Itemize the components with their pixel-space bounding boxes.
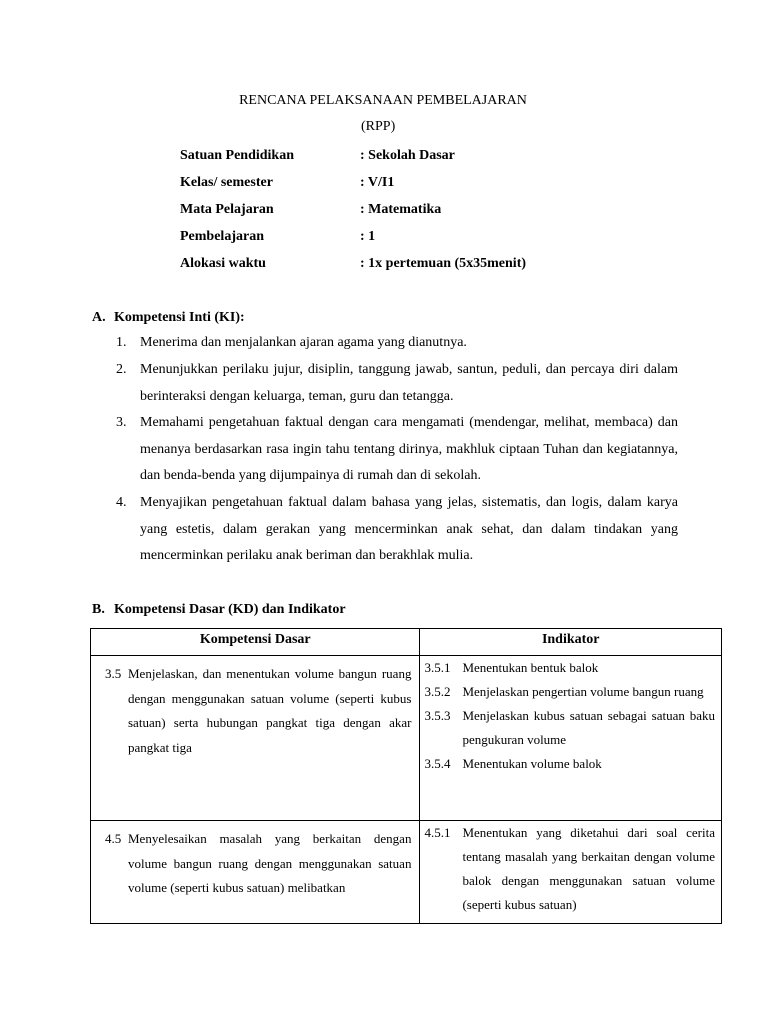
identity-row <box>180 202 700 220</box>
column-header-kd: Kompetensi Dasar <box>91 629 420 656</box>
indicator-cell <box>420 656 722 821</box>
column-header-indicator: Indikator <box>420 629 722 656</box>
identity-label: Pembelajaran <box>180 229 264 244</box>
indicator-item <box>420 680 721 704</box>
kd-indicator-table <box>90 628 722 924</box>
kd-cell <box>91 821 420 924</box>
identity-label: Mata Pelajaran <box>180 202 274 217</box>
document-subtitle: (RPP) <box>361 119 396 134</box>
identity-row <box>180 229 700 247</box>
indicator-text: Menentukan volume balok <box>462 756 602 771</box>
identity-value: : 1x pertemuan (5x35menit) <box>360 256 527 271</box>
kd-entry <box>91 662 419 760</box>
indicator-text: Menentukan yang diketahui dari soal cerita tentang masalah yang berkaitan dengan volume balok dengan menggunakan satuan volume (seperti kubus satuan) <box>462 825 715 912</box>
kd-entry <box>91 827 419 901</box>
section-a-heading <box>92 310 245 326</box>
identity-row <box>180 175 700 193</box>
indicator-item <box>420 821 721 917</box>
identity-label: Kelas/ semester <box>180 175 273 190</box>
identity-value: : V/I1 <box>360 175 395 190</box>
list-text: Menunjukkan perilaku jujur, disiplin, tanggung jawab, santun, peduli, dan percaya diri dalam berinteraksi dengan keluarga, teman, guru dan tetangga. <box>140 362 678 404</box>
identity-label: Satuan Pendidikan <box>180 148 294 163</box>
list-number: 4. <box>116 495 127 510</box>
indicator-item <box>420 656 721 680</box>
indicator-number: 3.5.4 <box>424 756 451 771</box>
section-b-heading <box>92 602 346 618</box>
identity-value: : Sekolah Dasar <box>360 148 455 163</box>
indicator-number: 3.5.1 <box>424 660 451 675</box>
list-number: 1. <box>116 335 127 350</box>
list-number: 3. <box>116 415 127 430</box>
indicator-item <box>420 752 721 776</box>
indicator-cell <box>420 821 722 924</box>
indicator-number: 4.5.1 <box>424 825 451 840</box>
kd-number: 4.5 <box>105 831 122 846</box>
kd-cell <box>91 656 420 821</box>
identity-label: Alokasi waktu <box>180 256 266 271</box>
table-header-row <box>91 629 722 656</box>
indicator-number: 3.5.2 <box>424 684 451 699</box>
section-letter: B. <box>92 602 105 617</box>
list-text: Memahami pengetahuan faktual dengan cara mengamati (mendengar, melihat, membaca) dan menanya berdasarkan rasa ingin tahu tentang dirinya, makhluk ciptaan Tuhan dan kegiatannya, dan benda-benda yang dijumpainya di rumah dan di sekolah. <box>140 415 678 483</box>
identity-row <box>180 256 700 274</box>
kd-text: Menjelaskan, dan menentukan volume bangun ruang dengan menggunakan satuan volume (seperti kubus satuan) serta hubungan pangkat tiga dengan akar pangkat tiga <box>128 666 412 755</box>
indicator-number: 3.5.3 <box>424 708 451 723</box>
identity-value: : 1 <box>360 229 376 244</box>
section-letter: A. <box>92 310 106 325</box>
section-title: Kompetensi Dasar (KD) dan Indikator <box>114 602 346 617</box>
kd-number: 3.5 <box>105 666 122 681</box>
indicator-item <box>420 704 721 752</box>
kd-text: Menyelesaikan masalah yang berkaitan dengan volume bangun ruang dengan menggunakan satuan volume (seperti kubus satuan) melibatkan <box>128 831 412 895</box>
table-row <box>91 656 722 821</box>
section-title: Kompetensi Inti (KI): <box>114 310 245 325</box>
indicator-text: Menjelaskan pengertian volume bangun ruang <box>462 684 704 699</box>
list-text: Menerima dan menjalankan ajaran agama yang dianutnya. <box>140 335 467 350</box>
list-number: 2. <box>116 362 127 377</box>
indicator-text: Menjelaskan kubus satuan sebagai satuan baku pengukuran volume <box>462 708 715 747</box>
list-text: Menyajikan pengetahuan faktual dalam bahasa yang jelas, sistematis, dan logis, dalam karya yang estetis, dalam gerakan yang mencerminkan anak sehat, dan dalam tindakan yang mencerminkan perilaku anak beriman dan berakhlak mulia. <box>140 495 678 563</box>
document-title: RENCANA PELAKSANAAN PEMBELAJARAN <box>239 93 527 108</box>
indicator-text: Menentukan bentuk balok <box>462 660 599 675</box>
table-row <box>91 821 722 924</box>
identity-value: : Matematika <box>360 202 442 217</box>
identity-row <box>180 148 700 166</box>
